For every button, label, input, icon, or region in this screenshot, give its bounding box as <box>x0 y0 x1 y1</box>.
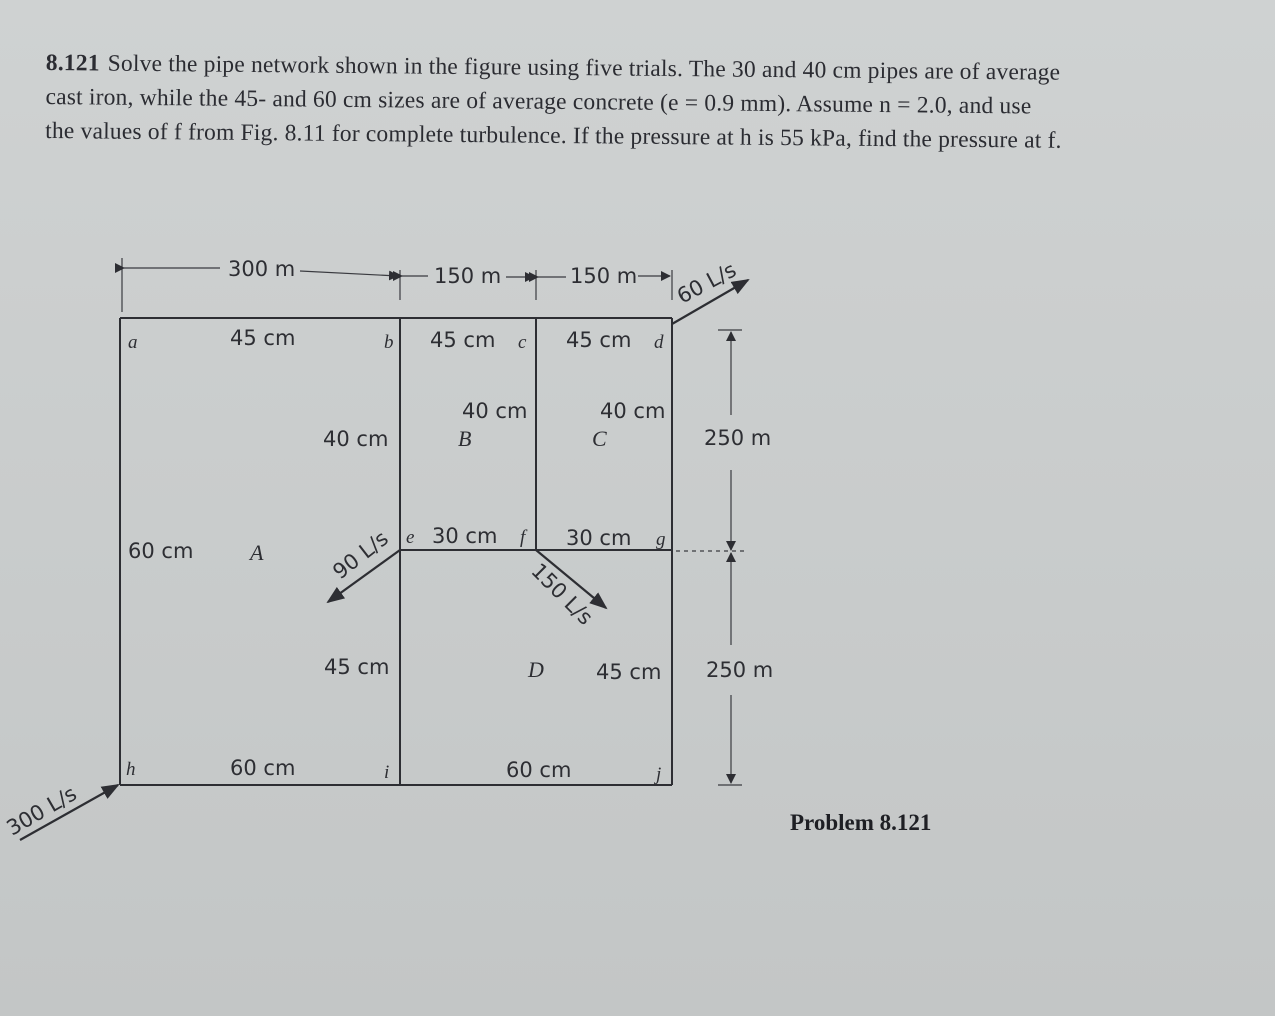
node-d: d <box>654 332 664 353</box>
loop-C: C <box>592 426 607 451</box>
dim-label-150-right: 150 m <box>570 264 638 288</box>
pipe-label-cf: 40 cm <box>462 399 528 423</box>
dim-label-250-lower: 250 m <box>706 658 774 682</box>
loop-B: B <box>458 426 472 451</box>
node-c: c <box>518 332 527 353</box>
flow-label-outflow-e: 90 L/s <box>328 526 393 584</box>
problem-line-1: 8.121 Solve the pipe network shown in the figure using five trials. The 30 and 40 cm pipes are of average <box>45 49 1061 86</box>
pipe-label-ab: 45 cm <box>230 326 296 350</box>
pipe-label-bc: 45 cm <box>430 328 496 352</box>
node-j: j <box>656 764 662 785</box>
pipe-label-ij: 60 cm <box>506 758 572 782</box>
node-h: h <box>126 759 136 780</box>
figure-caption: Problem 8.121 <box>790 810 932 835</box>
dim-line-300-right <box>300 271 398 276</box>
pipe-label-ei: 45 cm <box>324 655 390 679</box>
node-i: i <box>384 762 390 783</box>
pipe-label-hi: 60 cm <box>230 756 296 780</box>
dim-label-250-upper: 250 m <box>704 426 772 450</box>
node-b: b <box>384 332 394 353</box>
node-f: f <box>520 527 526 548</box>
pipe-label-cd: 45 cm <box>566 328 632 352</box>
pipe-label-fg: 30 cm <box>566 526 632 550</box>
loop-D: D <box>528 657 544 682</box>
pipe-label-be: 40 cm <box>323 427 389 451</box>
dim-label-150-left: 150 m <box>434 264 502 288</box>
problem-number: 8.121 <box>45 49 100 77</box>
problem-line-2: cast iron, while the 45- and 60 cm sizes are of average concrete (e = 0.9 mm). Assume n = 2.0, and use <box>45 83 1032 120</box>
loop-A: A <box>250 540 264 565</box>
flow-label-outflow-d: 60 L/s <box>673 257 741 309</box>
flow-label-outflow-f: 150 L/s <box>526 558 598 630</box>
problem-line-3: the values of f from Fig. 8.11 for complete turbulence. If the pressure at h is 55 kPa, find the pressure at f. <box>45 117 1062 154</box>
flow-label-inflow-h: 300 L/s <box>2 781 81 841</box>
dim-label-300: 300 m <box>228 257 296 281</box>
pipe-label-dg: 40 cm <box>600 399 666 423</box>
node-a: a <box>128 332 138 353</box>
node-g: g <box>656 529 666 550</box>
pipe-label-gj: 45 cm <box>596 660 662 684</box>
node-e: e <box>406 527 415 548</box>
pipe-label-ah: 60 cm <box>128 539 194 563</box>
pipe-label-ef: 30 cm <box>432 524 498 548</box>
